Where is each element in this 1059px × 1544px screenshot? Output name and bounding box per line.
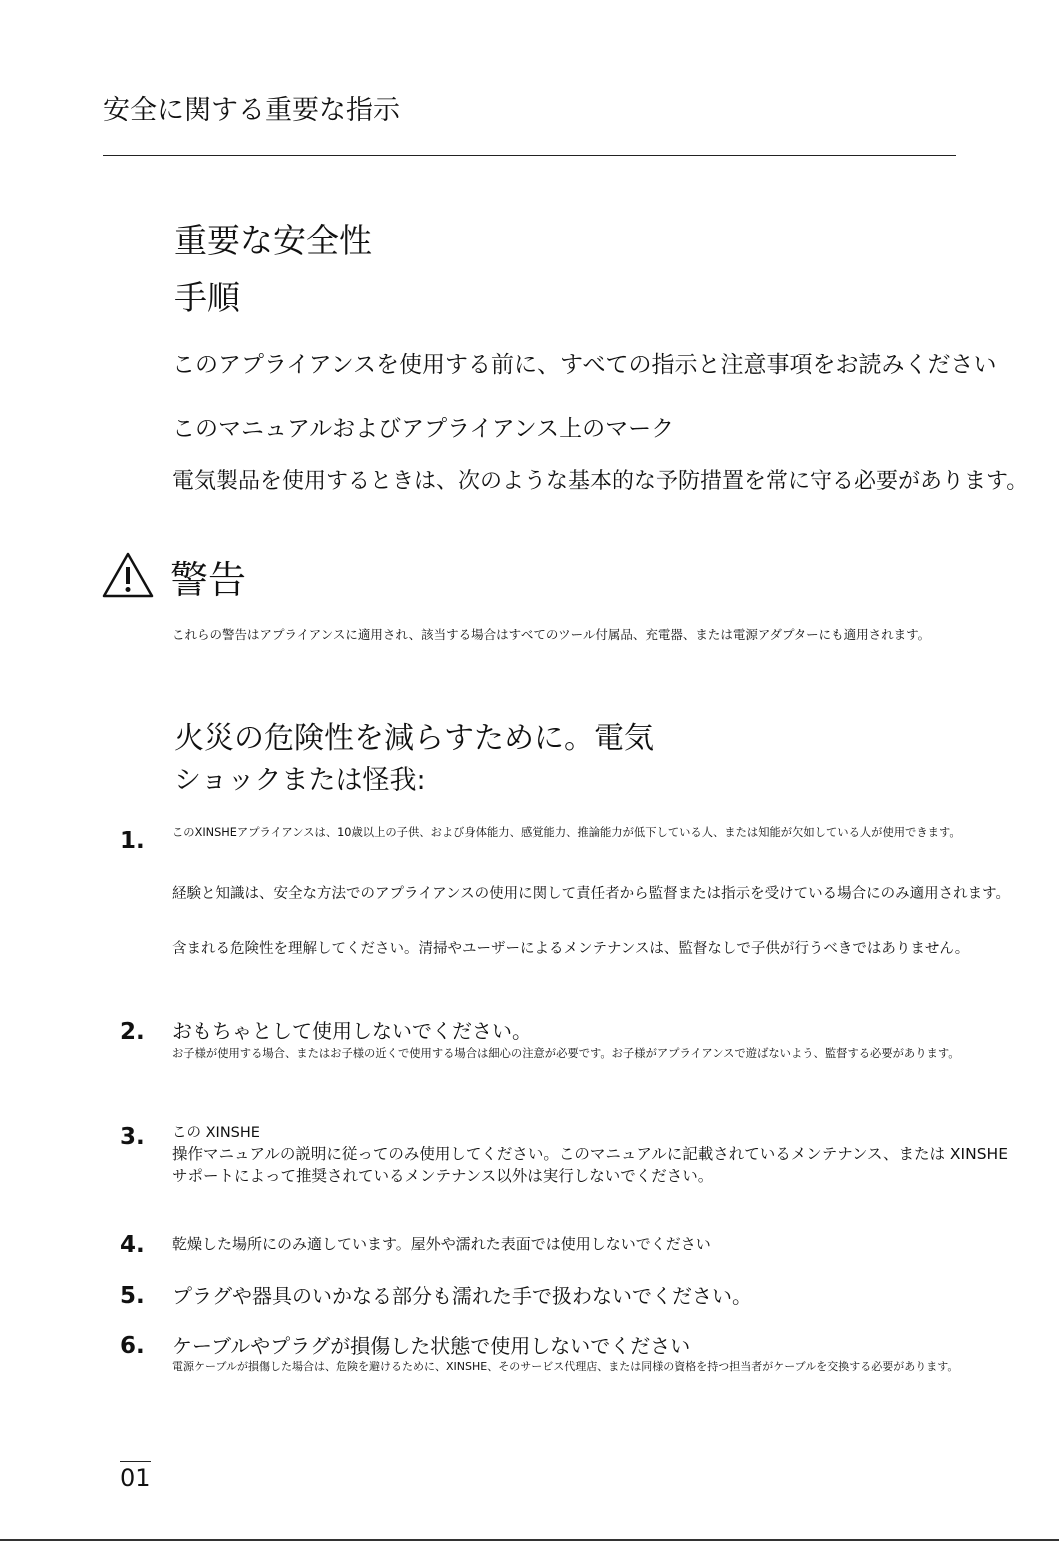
warning-title: 警告	[170, 558, 247, 602]
item-1-line-1: このXINSHEアプライアンスは、10歳以上の子供、および身体能力、感覚能力、推論能力が低下している人、または知能が欠如している人が使用できます。	[172, 826, 961, 839]
item-number: 6.	[120, 1333, 145, 1359]
bottom-border	[0, 1539, 1059, 1541]
item-number: 2.	[120, 1019, 145, 1045]
intro-heading-line1: 重要な安全性	[174, 221, 372, 260]
item-6-title: ケーブルやプラグが損傷した状態で使用しないでください	[172, 1334, 691, 1358]
risk-heading-line1: 火災の危険性を減らすために。電気	[174, 721, 654, 756]
risk-heading-line2: ショックまたは怪我:	[174, 765, 426, 796]
page-title: 安全に関する重要な指示	[103, 95, 400, 126]
item-5-title: プラグや器具のいかなる部分も濡れた手で扱わないでください。	[172, 1284, 752, 1308]
item-1-line-3: 含まれる危険性を理解してください。清掃やユーザーによるメンテナンスは、監督なしで子供が行うべきではありません。	[172, 941, 970, 957]
item-1-line-2: 経験と知識は、安全な方法でのアプライアンスの使用に関して責任者から監督または指示を受けている場合にのみ適用されます。	[172, 886, 1010, 902]
warning-text: これらの警告はアプライアンスに適用され、該当する場合はすべてのツール付属品、充電器、または電源アダプターにも適用されます。	[172, 627, 931, 642]
item-3-line-3: サポートによって推奨されているメンテナンス以外は実行しないでください。	[172, 1167, 714, 1185]
warning-triangle-icon	[102, 552, 154, 598]
item-6-detail: 電源ケーブルが損傷した場合は、危険を避けるために、XINSHE、そのサービス代理店、または同様の資格を持つ担当者がケーブルを交換する必要があります。	[172, 1360, 959, 1373]
item-3-line-2: 操作マニュアルの説明に従ってのみ使用してください。このマニュアルに記載されているメンテナンス、または XINSHE	[172, 1145, 1008, 1163]
intro-heading-line2: 手順	[174, 278, 240, 317]
intro-line-3: 電気製品を使用するときは、次のような基本的な予防措置を常に守る必要があります。	[172, 469, 1029, 494]
page-number: 01	[120, 1461, 151, 1493]
item-2-detail: お子様が使用する場合、またはお子様の近くで使用する場合は細心の注意が必要です。お子様がアプライアンスで遊ばないよう、監督する必要があります。	[172, 1047, 960, 1060]
item-4-title: 乾燥した場所にのみ適しています。屋外や濡れた表面では使用しないでください	[172, 1235, 711, 1253]
item-2-title: おもちゃとして使用しないでください。	[172, 1019, 532, 1043]
intro-line-1: このアプライアンスを使用する前に、すべての指示と注意事項をお読みください	[172, 352, 997, 378]
item-number: 1.	[120, 828, 145, 854]
intro-line-2: このマニュアルおよびアプライアンス上のマーク	[172, 416, 675, 442]
item-number: 5.	[120, 1283, 145, 1309]
item-number: 3.	[120, 1124, 145, 1150]
item-number: 4.	[120, 1232, 145, 1258]
item-3-line-1: この XINSHE	[172, 1125, 260, 1141]
title-divider	[103, 155, 956, 156]
